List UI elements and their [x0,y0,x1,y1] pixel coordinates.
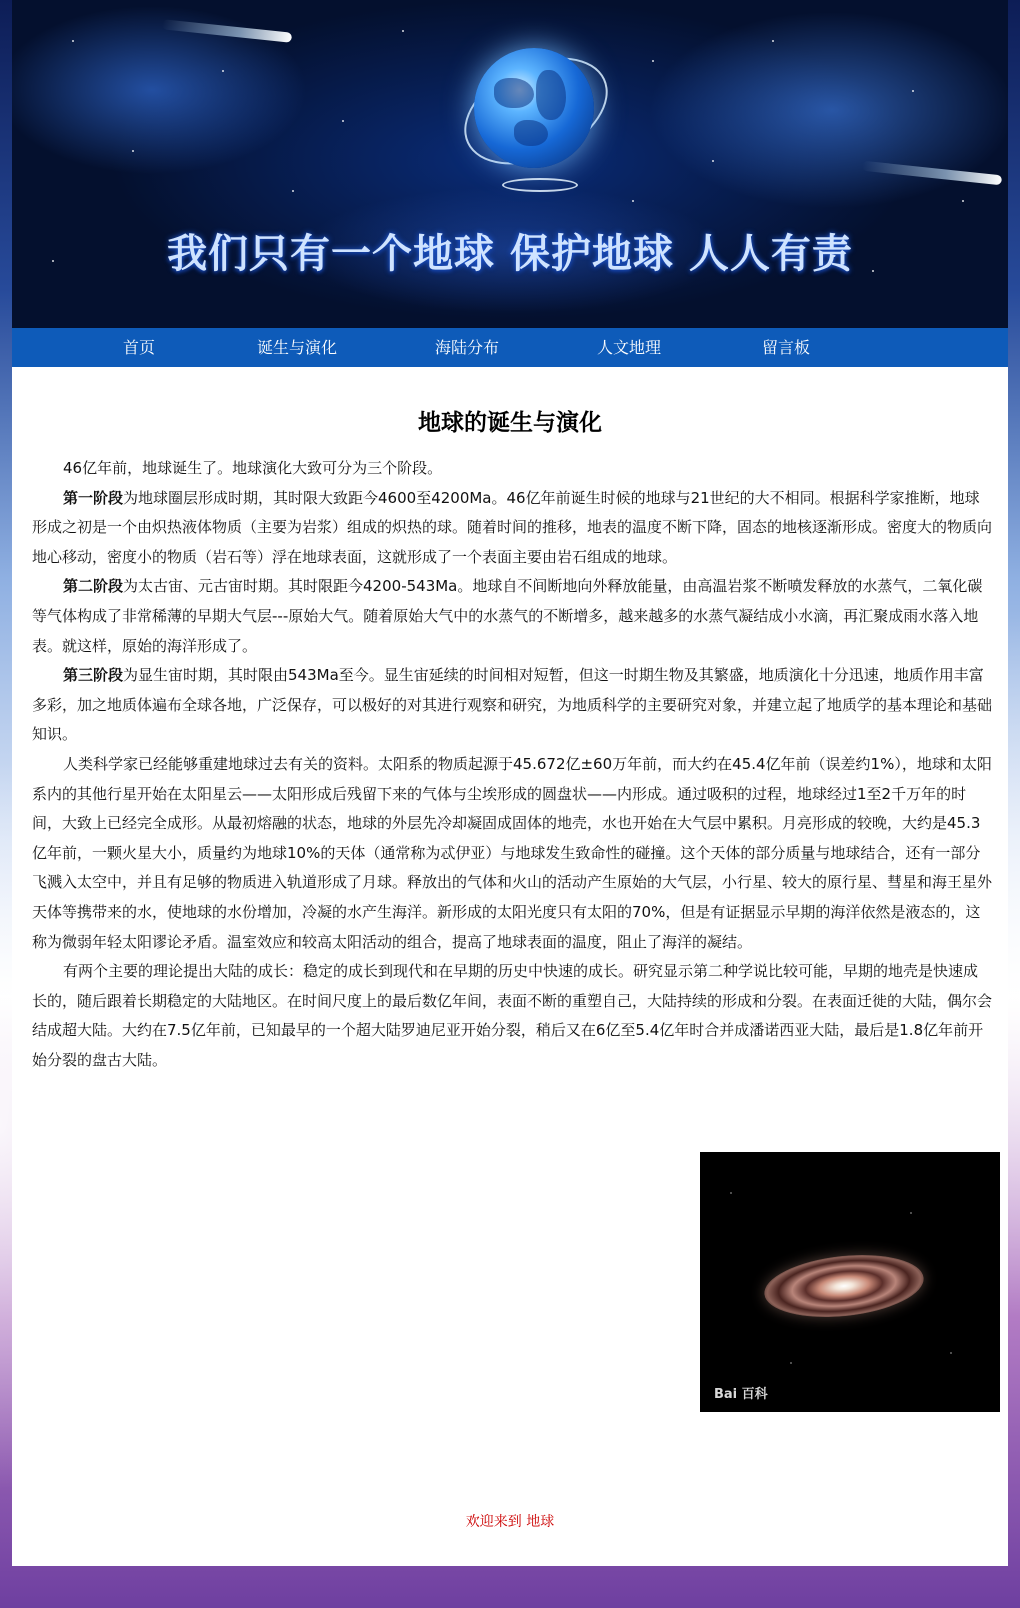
stage1-label: 第一阶段 [63,488,124,507]
nav-item-human-geography[interactable]: 人文地理 [596,338,661,357]
stage3-label: 第三阶段 [63,666,124,685]
header-banner [12,0,1008,328]
comet-left [162,19,292,43]
stage3-text: 为显生宙时期，其时限由543Ma至今。显生宙延续的时间相对短暂，但这一时期生物及其繁盛，地质演化十分迅速，地质作用丰富多彩，加之地质体遍布全球各地，广泛保存，可以极好的对其进行观察和研究，为地质科学的主要研究对象，并建立起了地质学的基本理论和基础知识。 [32,666,993,744]
protoplanetary-disk-image [700,1152,1000,1412]
main-nav [12,328,1008,367]
stage2-paragraph [32,572,992,661]
nav-item-message-board[interactable]: 留言板 [761,338,810,357]
stage3-paragraph [32,661,992,750]
nav-item-home[interactable]: 首页 [122,338,155,357]
stage1-paragraph [32,484,992,573]
disk-illustration [761,1248,926,1324]
nav-item-land-sea[interactable]: 海陆分布 [434,338,499,357]
article-body [32,454,992,1075]
banner-slogan: 我们只有一个地球 保护地球 人人有责 [167,231,853,277]
history-paragraph: 人类科学家已经能够重建地球过去有关的资料。太阳系的物质起源于45.672亿±60万年前，而大约在45.4亿年前（误差约1%），地球和太阳系内的其他行星开始在太阳星云——太阳形成后残留下来的气体与尘埃形成的圆盘状——内形成。通过吸积的过程，地球经过1至2千万年的时间，大致上已经完全成形。从最初熔融的状态，地球的外层先冷却凝固成固体的地壳，水也开始在大气层中累积。月亮形成的较晚，大约是45.3亿年前，一颗火星大小，质量约为地球10%的天体（通常称为忒伊亚）与地球发生致命性的碰撞。这个天体的部分质量与地球结合，还有一部分飞溅入太空中，并且有足够的物质进入轨道形成了月球。释放出的气体和火山的活动产生原始的大气层，小行星、较大的原行星、彗星和海王星外天体等携带来的水，使地球的水份增加，冷凝的水产生海洋。新形成的太阳光度只有太阳的70%，但是有证据显示早期的海洋依然是液态的，这称为微弱年轻太阳谬论矛盾。温室效应和较高太阳活动的组合，提高了地球表面的温度，阻止了海洋的凝结。 [32,754,993,951]
stage1-text: 为地球圈层形成时期，其时限大致距今4600至4200Ma。46亿年前诞生时候的地球与21世纪的大不相同。根据科学家推断，地球形成之初是一个由炽热液体物质（主要为岩浆）组成的炽热的球。随着时间的推移，地表的温度不断下降，固态的地核逐渐形成。密度大的物质向地心移动，密度小的物质（岩石等）浮在地球表面，这就形成了一个表面主要由岩石组成的地球。 [32,488,993,566]
globe-base-ring [502,178,578,192]
intro-paragraph: 46亿年前，地球诞生了。地球演化大致可分为三个阶段。 [63,459,443,477]
baike-watermark: Bai 百科 [714,1387,768,1402]
stage2-text: 为太古宙、元古宙时期。其时限距今4200-543Ma。地球自不间断地向外释放能量，由高温岩浆不断喷发释放的水蒸气，二氧化碳等气体构成了非常稀薄的早期大气层---原始大气。随着原始大气中的水蒸气的不断增多，越来越多的水蒸气凝结成小水滴，再汇聚成雨水落入地表。就这样，原始的海洋形成了。 [32,577,983,655]
comet-right [862,161,1002,186]
nav-item-birth-evolution[interactable]: 诞生与演化 [256,338,337,357]
footer-welcome: 欢迎来到 地球 [465,1514,555,1530]
page-container [12,0,1008,1566]
page-title: 地球的诞生与演化 [418,410,602,436]
continents-paragraph: 有两个主要的理论提出大陆的成长：稳定的成长到现代和在早期的历史中快速的成长。研究显示第二种学说比较可能，早期的地壳是快速成长的，随后跟着长期稳定的大陆地区。在时间尺度上的最后数亿年间，表面不断的重塑自己，大陆持续的形成和分裂。在表面迁徙的大陆，偶尔会结成超大陆。大约在7.5亿年前，已知最早的一个超大陆罗迪尼亚开始分裂，稍后又在6亿至5.4亿年时合并成潘诺西亚大陆，最后是1.8亿年前开始分裂的盘古大陆。 [32,962,993,1069]
stage2-label: 第二阶段 [63,577,124,596]
globe-logo-icon [474,48,594,168]
